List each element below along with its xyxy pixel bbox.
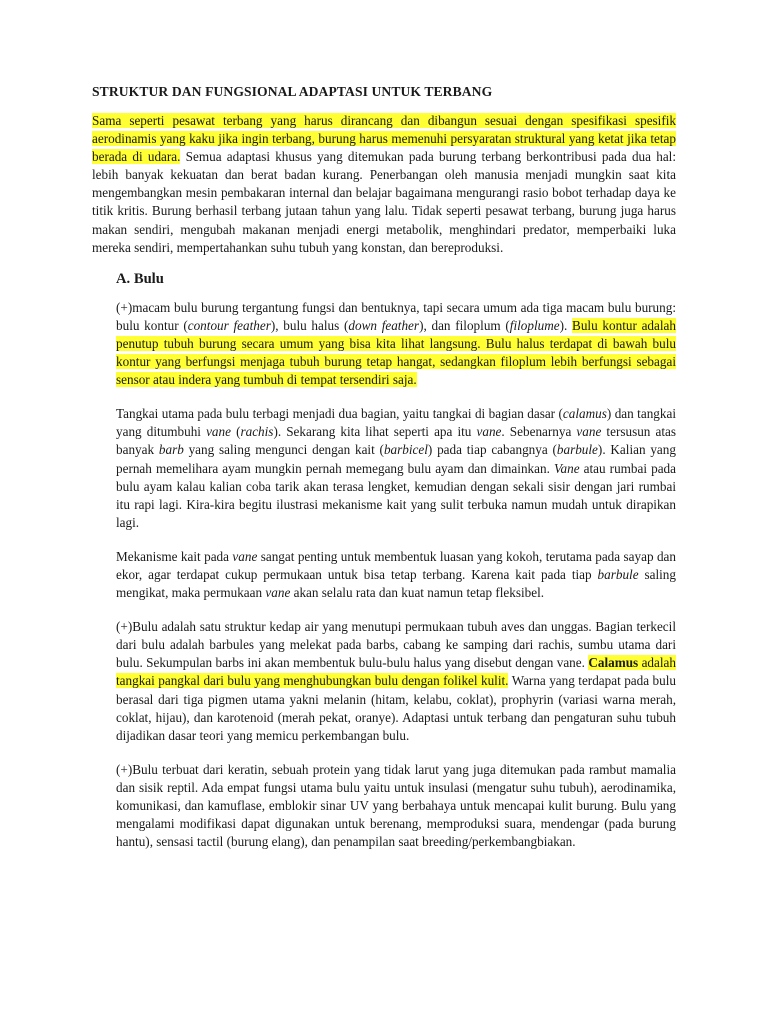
italic-term: contour feather xyxy=(187,317,271,333)
italic-term: vane xyxy=(265,585,291,601)
text-run: . Sebenarnya xyxy=(501,424,577,440)
document-title: STRUKTUR DAN FUNGSIONAL ADAPTASI UNTUK TERBANG xyxy=(92,84,493,99)
italic-term: Vane xyxy=(553,460,580,476)
paragraph-keratin: (+)Bulu terbuat dari keratin, sebuah protein yang tidak larut yang juga ditemukan pada rambut mamalia dan sisik reptil. Ada empat fungsi utama bulu yaitu untuk insulasi (mengatur suhu tubuh), aerodinamika, komunikasi, dan kamuflase, emblokir sinar UV yang berbahaya untuk mencapai kulit burung. Bulu yang mengalami modifikasi dapat digunakan untuk berenang, memproduksi suara, mendengar (pada burung hantu), sensasi tactil (burung elang), dan penampilan saat breeding/perkembangbiakan. xyxy=(116,761,676,850)
paragraph-feather-shaft xyxy=(116,405,676,532)
text-run: akan selalu rata dan kuat namun tetap fleksibel. xyxy=(290,585,545,601)
text-run: sangat penting untuk membentuk luasan yang kokoh, terutama pada sayap dan ekor, agar terdapat cukup permukaan untuk bisa tetap terbang. Karena kait pada tiap xyxy=(116,548,676,582)
text-run: atau rumbai pada bulu ayam kalau kalian coba tarik akan terasa lengket, kemudian dengan sekali sisir dengan jari rumbai itu rapi lagi. Kira-kira begitu ilustrasi mekanisme kait yang sulit terbuka namun mudah untuk dirapikan lagi. xyxy=(116,460,676,530)
bold-term: Calamus xyxy=(588,655,639,671)
text-run: yang saling mengunci dengan kait ( xyxy=(183,442,384,458)
section-heading: A. Bulu xyxy=(116,270,164,287)
italic-term: vane xyxy=(576,424,602,440)
text-run: ). Kalian yang pernah memelihara ayam mungkin pernah memegang bulu ayam dan dimainkan. xyxy=(116,442,676,476)
text-run: Warna yang terdapat pada bulu berasal dari tiga pigmen utama yakni melanin (hitam, kelabu, coklat), prophyrin (variasi warna merah, coklat, hijau), dan karotenoid (merah pekat, oranye). Adaptasi untuk terbang dan pengaturan suhu tubuh dijadikan dasar teori yang memicu perkembangan bulu. xyxy=(116,673,676,743)
text-run: Tangkai utama pada bulu terbagi menjadi dua bagian, yaitu tangkai di bagian dasar ( xyxy=(116,406,563,422)
italic-term: rachis xyxy=(240,424,274,440)
italic-term: calamus xyxy=(562,406,607,422)
italic-term: vane xyxy=(232,548,258,564)
intro-paragraph xyxy=(92,112,676,257)
text-run: ) dan tangkai yang ditumbuhi xyxy=(116,406,676,440)
text-run: ). Sekarang kita lihat seperti apa itu xyxy=(273,424,477,440)
text-run: ), bulu halus ( xyxy=(270,317,349,333)
italic-term: barbicel xyxy=(383,442,428,458)
text-run: tersusun atas banyak xyxy=(116,424,676,458)
italic-term: filoplume xyxy=(509,317,560,333)
italic-term: vane xyxy=(476,424,502,440)
highlighted-text: Bulu kontur adalah penutup tubuh burung secara umum yang bisa kita lihat langsung. Bulu halus terdapat di bawah bulu kontur yang berfungsi menjaga tubuh burung tetap hangat, sedangkan filoplum lebih berfungsi sebagai sensor atau indera yang tumbuh di tempat tersendiri saja. xyxy=(116,317,676,388)
text-run: ), dan filoplum ( xyxy=(419,317,510,333)
text-run: Mekanisme kait pada xyxy=(116,548,233,564)
italic-term: vane xyxy=(206,424,231,440)
paragraph-text: Semua adaptasi khusus yang ditemukan pada burung terbang berkontribusi pada dua hal: lebih banyak kekuatan dan berat badan kurang. Penerbangan oleh manusia menjadi mungkin saat kita mengembangkan mesin pembakaran internal dan belajar bagaimana mengurangi rasio bobot terhadap daya ke titik kritis. Burung berhasil terbang jutaan tahun yang lalu. Tidak seperti pesawat terbang, burung juga harus makan sendiri, mengubah makanan menjadi energi metabolik, menghindari predator, memperbaiki luka mereka sendiri, mempertahankan suhu tubuh yang konstan, dan bereproduksi. xyxy=(92,149,676,255)
text-run: ). xyxy=(559,317,573,333)
paragraph-feather-structure xyxy=(116,618,676,745)
paragraph-feather-types xyxy=(116,299,676,389)
italic-term: down feather xyxy=(348,317,420,333)
text-run: (+)macam bulu burung tergantung fungsi dan bentuknya, tapi secara umum ada tiga macam bulu burung: bulu kontur ( xyxy=(116,299,676,333)
text-run: (+)Bulu adalah satu struktur kedap air yang menutupi permukaan tubuh aves dan unggas. Bagian terkecil dari bulu adalah barbules yang melekat pada barbs, cabang ke samping dari rachis, sumbu utama dari bulu. Sekumpulan barbs ini akan membentuk bulu-bulu halus yang disebut dengan vane. xyxy=(116,619,676,671)
text-run: ( xyxy=(230,424,241,440)
text-run: saling mengikat, maka permukaan xyxy=(116,566,676,601)
text-run: adalah tangkai pangkal dari bulu yang menghubungkan bulu dengan folikel kulit. xyxy=(116,655,676,689)
highlighted-text: Sama seperti pesawat terbang yang harus dirancang dan dibangun sesuai dengan spesifikasi spesifik aerodinamis yang kaku jika ingin terbang, burung harus memenuhi persyaratan struktural yang ketat jika tetap berada di udara. xyxy=(92,113,676,165)
italic-term: barbule xyxy=(556,442,598,458)
italic-term: barbule xyxy=(597,566,639,582)
section-body xyxy=(92,299,676,852)
text-run: ) pada tiap cabangnya ( xyxy=(427,442,557,458)
paragraph-hook-mechanism xyxy=(116,548,676,602)
italic-term: barb xyxy=(158,442,184,458)
